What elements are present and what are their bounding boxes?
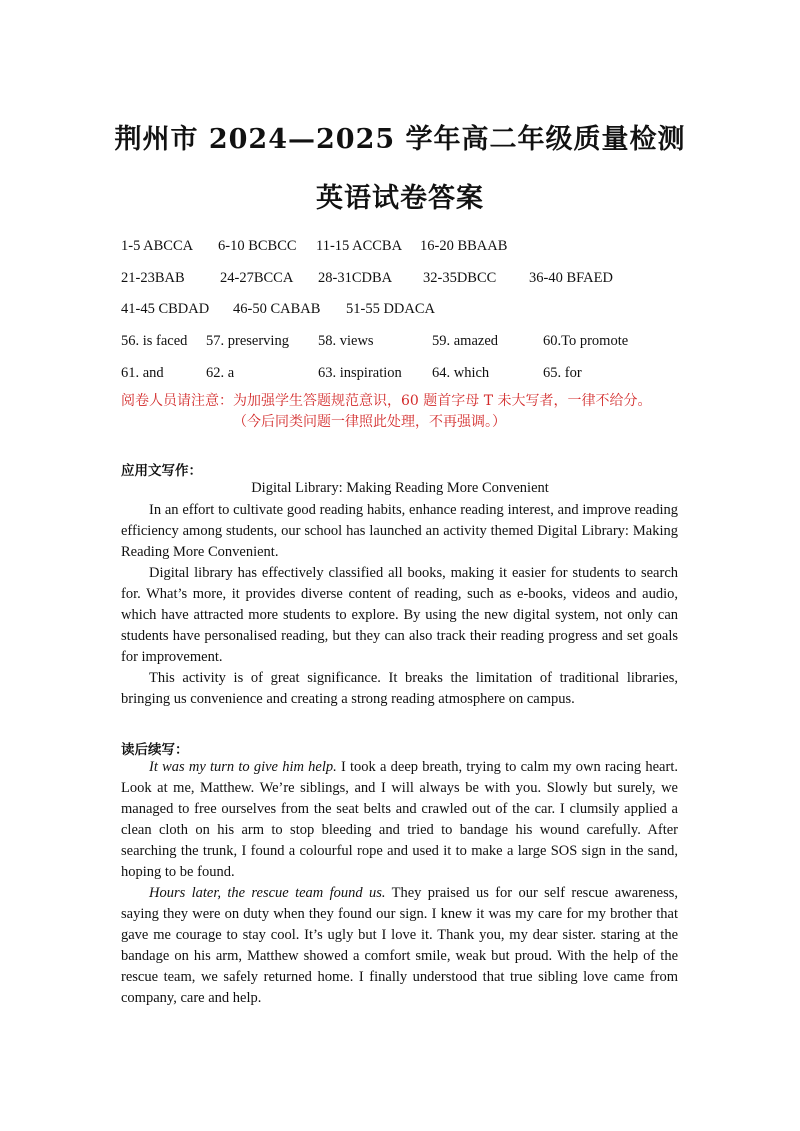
answer-item: 61. and xyxy=(121,365,164,381)
answer-row-2 xyxy=(0,270,800,290)
grader-notice-line2: （今后同类问题一律照此处理，不再强调。） xyxy=(233,414,506,430)
story-text: They praised us for our self rescue awareness, saying they were on duty when they found our sign. I knew it was my care for my brother that gave me courage to stay cool. It’s ugly but I love it. Thank you, my dear sister. staring at the bandage on his arm, Matthew showed a comfort smile, weak but proud. With the help of the rescue team, we safely returned home. I finally understood that true sibling love came from company, care and help. xyxy=(121,885,679,1006)
story-paragraph xyxy=(121,883,678,1009)
answer-item: 65. for xyxy=(543,365,582,381)
answer-item: 51-55 DDACA xyxy=(346,301,436,317)
answer-item: 59. amazed xyxy=(432,333,499,349)
continuation-writing-heading: 读后续写： xyxy=(121,742,189,758)
answer-item: 57. preserving xyxy=(206,333,289,349)
answer-item: 36-40 BFAED xyxy=(529,270,613,286)
answer-item: 60.To promote xyxy=(543,333,629,349)
story-opening-sentence: It was my turn to give him help. xyxy=(149,759,337,775)
answer-item: 32-35DBCC xyxy=(423,270,497,286)
answer-row-4 xyxy=(0,333,800,353)
answer-item: 16-20 BBAAB xyxy=(420,238,508,254)
answer-row-3 xyxy=(0,301,800,321)
continuation-writing-body xyxy=(121,757,678,1009)
answer-item: 41-45 CBDAD xyxy=(121,301,210,317)
essay-paragraph: Digital library has effectively classified all books, making it easier for students to search for. What’s more, it provides diverse content of reading, such as e-books, videos and audio, which have attracted more students to explore. By using the new digital system, not only can students have personalised reading, but they can also track their reading progress and set goals for improvement. xyxy=(121,565,678,665)
page-title: 荆州市 2024—2025 学年高二年级质量检测 xyxy=(114,124,686,155)
answer-item: 62. a xyxy=(206,365,235,381)
applied-writing-heading: 应用文写作： xyxy=(121,463,202,479)
answer-item: 58. views xyxy=(318,333,374,349)
answer-item: 11-15 ACCBA xyxy=(316,238,403,254)
answer-item: 1-5 ABCCA xyxy=(121,238,194,254)
essay-paragraph: This activity is of great significance. It breaks the limitation of traditional libraries, bringing us convenience and creating a strong reading atmosphere on campus. xyxy=(121,670,678,707)
story-opening-sentence: Hours later, the rescue team found us. xyxy=(149,885,386,901)
page-subtitle: 英语试卷答案 xyxy=(316,183,484,214)
answer-item: 24-27BCCA xyxy=(220,270,294,286)
essay-title: Digital Library: Making Reading More Convenient xyxy=(251,480,549,496)
answer-item: 64. which xyxy=(432,365,490,381)
answer-row-5 xyxy=(0,365,800,385)
answer-row-1 xyxy=(0,238,800,258)
answer-item: 6-10 BCBCC xyxy=(218,238,297,254)
applied-writing-body xyxy=(121,500,678,710)
answer-item: 46-50 CABAB xyxy=(233,301,321,317)
grader-notice-line1: 阅卷人员请注意：为加强学生答题规范意识，60 题首字母 T 未大写者，一律不给分。 xyxy=(121,393,652,409)
answer-item: 21-23BAB xyxy=(121,270,185,286)
story-text: I took a deep breath, trying to calm my own racing heart. Look at me, Matthew. We’re siblings, and I will always be with you. Slowly but surely, we managed to free ourselves from the seat belts and crawled out of the car. I clumsily applied a clean cloth on his arm to stop bleeding and tried to bandage his wound carefully. After searching the trunk, I found a colourful rope and used it to make a large SOS sign in the sand, hoping to be found. xyxy=(121,759,678,880)
answer-item: 63. inspiration xyxy=(318,365,402,381)
answer-item: 56. is faced xyxy=(121,333,188,349)
answer-item: 28-31CDBA xyxy=(318,270,393,286)
essay-paragraph: In an effort to cultivate good reading habits, enhance reading interest, and improve reading efficiency among students, our school has launched an activity themed Digital Library: Making Reading More Convenient. xyxy=(121,502,678,560)
story-paragraph xyxy=(121,757,678,883)
